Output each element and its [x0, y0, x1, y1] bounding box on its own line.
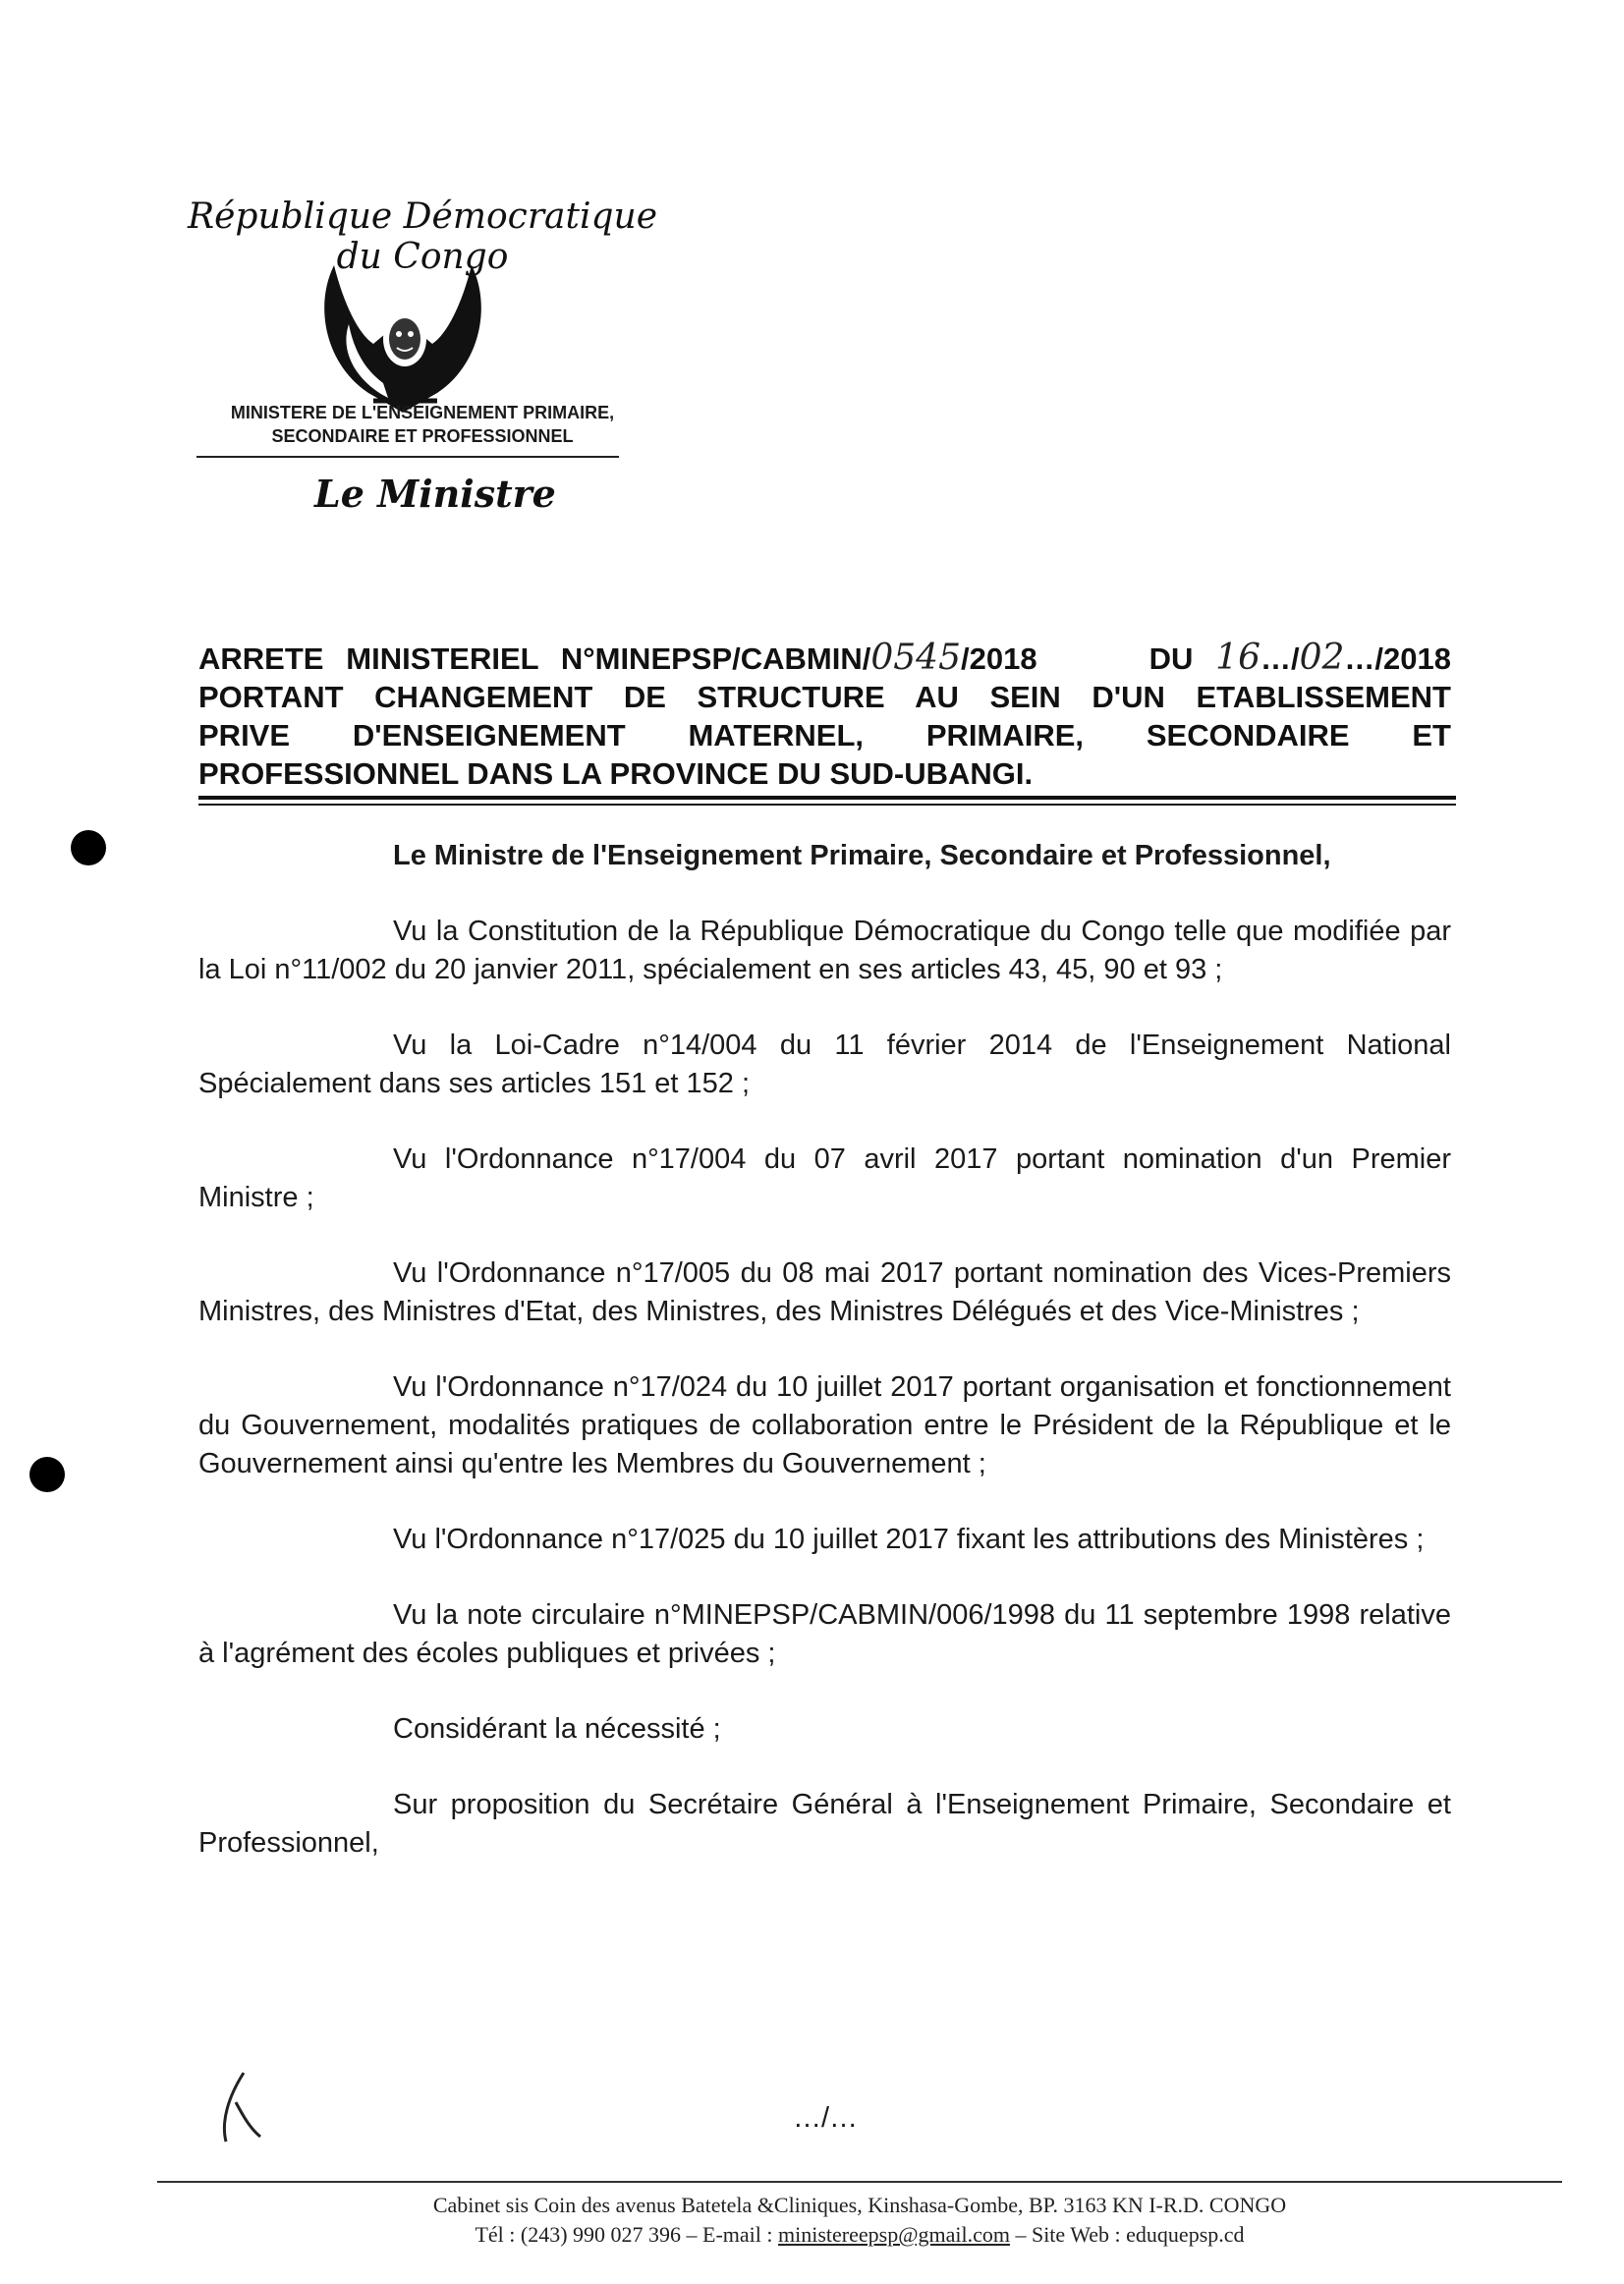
paragraph-proposition: Sur proposition du Secrétaire Général à l'Enseignement Primaire, Secondaire et Professionnel, — [198, 1789, 1451, 1859]
footer-website-link[interactable]: eduquepsp.cd — [1126, 2222, 1245, 2247]
country-script-heading: République Démocratique du Congo — [187, 196, 658, 277]
footer-address: Cabinet sis Coin des avenus Batetela &Cliniques, Kinshasa-Gombe, BP. 3163 KN I-R.D. CONGO — [432, 2193, 1287, 2217]
handwritten-month: 02 — [1299, 638, 1345, 678]
paragraph-ordonnance-17-025: Vu l'Ordonnance n°17/025 du 10 juillet 2017 fixant les attributions des Ministères ; — [393, 1524, 1425, 1555]
title-line-1: ARRETE MINISTERIEL N°MINEPSP/CABMIN/0545/2018 DU 16…/02…/2018 — [198, 638, 1451, 678]
footer-divider — [157, 2181, 1562, 2183]
paragraph-ordonnance-17-004: Vu l'Ordonnance n°17/004 du 07 avril 2017 portant nomination d'un Premier Ministre ; — [198, 1143, 1451, 1213]
decree-title — [198, 639, 1451, 793]
paragraph-loi-cadre: Vu la Loi-Cadre n°14/004 du 11 février 2014 de l'Enseignement National Spécialement dans ses articles 151 et 152 ; — [198, 1030, 1451, 1099]
le-ministre-script: Le Ministre — [314, 472, 556, 516]
handwritten-initial — [206, 2068, 265, 2146]
paragraph-ordonnance-17-024: Vu l'Ordonnance n°17/024 du 10 juillet 2017 portant organisation et fonctionnement du Gouvernement, modalités pratiques de collaboration entre le Président de la République et le Gouvernement ainsi qu'entre les Membres du Gouvernement ; — [198, 1371, 1451, 1479]
paragraph-ordonnance-17-005: Vu l'Ordonnance n°17/005 du 08 mai 2017 portant nomination des Vices-Premiers Ministres, des Ministres d'Etat, des Ministres, des Ministres Délégués et des Vice-Ministres ; — [198, 1257, 1451, 1327]
paragraph-considerant: Considérant la nécessité ; — [393, 1713, 721, 1745]
ministry-divider — [196, 456, 619, 458]
ministry-line-2: SECONDAIRE ET PROFESSIONNEL — [271, 426, 574, 446]
title-underline-thin — [198, 804, 1456, 806]
ministry-name — [196, 401, 648, 448]
coat-of-arms-emblem — [314, 246, 491, 418]
punch-hole-top — [71, 830, 106, 865]
handwritten-decree-number: 0545 — [870, 638, 961, 678]
ministry-line-1: MINISTERE DE L'ENSEIGNEMENT PRIMAIRE, — [230, 403, 615, 422]
footer-email-link[interactable]: ministereepsp@gmail.com — [778, 2222, 1010, 2247]
handwritten-day: 16 — [1215, 638, 1260, 678]
paragraph-constitution: Vu la Constitution de la République Démocratique du Congo telle que modifiée par la Loi n°11/002 du 20 janvier 2011, spécialement en ses articles 43, 45, 90 et 93 ; — [198, 916, 1451, 985]
title-line-3: PRIVE D'ENSEIGNEMENT MATERNEL, PRIMAIRE, SECONDAIRE ET — [198, 718, 1451, 752]
title-underline-thick — [198, 796, 1456, 800]
intro-paragraph: Le Ministre de l'Enseignement Primaire, Secondaire et Professionnel, — [393, 840, 1331, 871]
paragraph-note-circulaire: Vu la note circulaire n°MINEPSP/CABMIN/006/1998 du 11 septembre 1998 relative à l'agrément des écoles publiques et privées ; — [198, 1599, 1451, 1669]
footer — [157, 2191, 1562, 2250]
decree-body — [198, 837, 1451, 1900]
punch-hole-bottom — [29, 1457, 65, 1492]
title-line-2: PORTANT CHANGEMENT DE STRUCTURE AU SEIN D'UN ETABLISSEMENT — [198, 680, 1451, 714]
continuation-mark: …/… — [792, 2102, 859, 2134]
footer-contact: Tél : (243) 990 027 396 – E-mail : ministereepsp@gmail.com – Site Web : eduquepsp.cd — [475, 2222, 1245, 2247]
title-line-4: PROFESSIONNEL DANS LA PROVINCE DU SUD-UBANGI. — [198, 756, 1034, 791]
